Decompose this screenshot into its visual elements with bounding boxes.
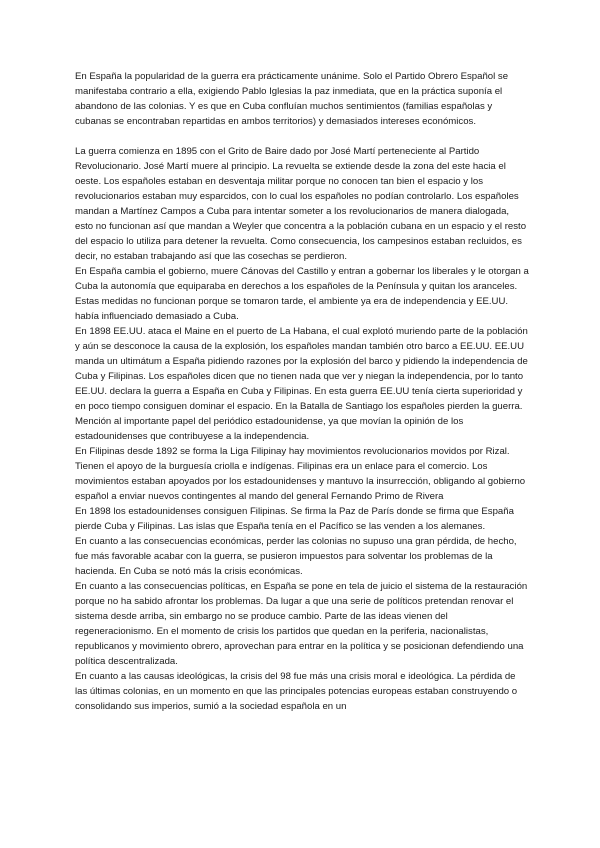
paragraph-economic-consequences: En cuanto a las consecuencias económicas, perder las colonias no supuso una gran pérdida, de hecho, fue más favorable acabar con la guerra, se pusieron impuestos para solventar los problemas de la hacienda. En Cuba se notó más la crisis económicas.	[75, 536, 517, 577]
paragraph-peace-of-paris: En 1898 los estadounidenses consiguen Filipinas. Se firma la Paz de París donde se firma que España pierde Cuba y Filipinas. Las islas que España tenía en el Pacífico se las venden a los alemanes.	[75, 506, 514, 532]
paragraph-political-consequences: En cuanto a las consecuencias políticas, en España se pone en tela de juicio el sistema de la restauración porque no ha sabido afrontar los problemas. Da lugar a que una serie de políticos pretendan renovar el sistema desde arriba, sin embargo no se produce cambio. Parte de las ideas vienen del regeneracionismo. En el momento de crisis los partidos que quedan en la periferia, nacionalistas, republicanos y movimiento obrero, aprovechan para entrar en la política y se posicionan defendiendo una política descentralizada.	[75, 581, 528, 667]
paragraph-popularity: En España la popularidad de la guerra era prácticamente unánime. Solo el Partido Obrero Español se manifestaba contrario a ella, exigiendo Pablo Iglesias la paz inmediata, que en la práctica suponía el abandono de las colonias. Y es que en Cuba confluían muchos sentimientos (familias españolas y cubanas se encontraban repartidas en ambos territorios) y demasiados intereses económicos.	[75, 71, 509, 127]
paragraph-ideological-causes: En cuanto a las causas ideológicas, la crisis del 98 fue más una crisis moral e ideológica. La pérdida de las últimas colonias, en un momento en que las principales potencias europeas estaban construyendo o consolidando sus imperios, sumió a la sociedad española en un	[75, 671, 518, 712]
paragraph-maine: En 1898 EE.UU. ataca el Maine en el puerto de La Habana, el cual explotó muriendo parte de la población y aún se desconoce la causa de la explosión, los españoles mandan también otro barco a EE.UU. EE.UU manda un ultimátum a España pidiendo razones por la explosión del barco y pidiendo la independencia de Cuba y Filipinas. Los españoles dicen que no tienen nada que ver y niegan la independencia, por lo tanto EE.UU. declara la guerra a España en Cuba y Filipinas. En esta guerra EE.UU tenía cierta superioridad y en poco tiempo consiguen dominar el espacio. En la Batalla de Santiago los españoles pierden la guerra. Mención al importante papel del periódico estadounidense, ya que movían la opinión de los estadounidenses que contribuyese a la independencia.	[75, 326, 528, 442]
paragraph-philippines: En Filipinas desde 1892 se forma la Liga Filipinay hay movimientos revolucionarios movidos por Rizal. Tienen el apoyo de la burguesía criolla e indígenas. Filipinas era un enlace para el comercio. Los movimientos estaban apoyados por los estadounidenses y mantuvo la insurrección, obligando al gobierno español a enviar nuevos contingentes al mando del general Fernando Primo de Rivera	[75, 446, 526, 502]
document-page	[75, 69, 529, 714]
paragraph-government-change: En España cambia el gobierno, muere Cánovas del Castillo y entran a gobernar los liberales y le otorgan a Cuba la autonomía que equiparaba en derechos a los españoles de la Península y quitan los aranceles. Estas medidas no funcionan porque se tomaron tarde, el ambiente ya era de independencia y EE.UU. había influenciado demasiado a Cuba.	[75, 266, 529, 322]
paragraph-war-start: La guerra comienza en 1895 con el Grito de Baire dado por José Martí perteneciente al Partido Revolucionario. José Martí muere al principio. La revuelta se extiende desde la zona del este hacia el oeste. Los españoles estaban en desventaja militar porque no conocen tan bien el espacio y los revolucionarios estaban muy esparcidos, con lo cual los españoles no podían controlarlo. Los españoles mandan a Martínez Campos a Cuba para intentar someter a los revolucionarios de manera dialogada, esto no funcionan así que mandan a Weyler que concentra a la población cubana en un espacio y el resto del espacio lo utiliza para detener la revuelta. Como consecuencia, los campesinos estaban recluidos, es decir, no estaban trabajando así que las cosechas se perdieron.	[75, 146, 527, 262]
